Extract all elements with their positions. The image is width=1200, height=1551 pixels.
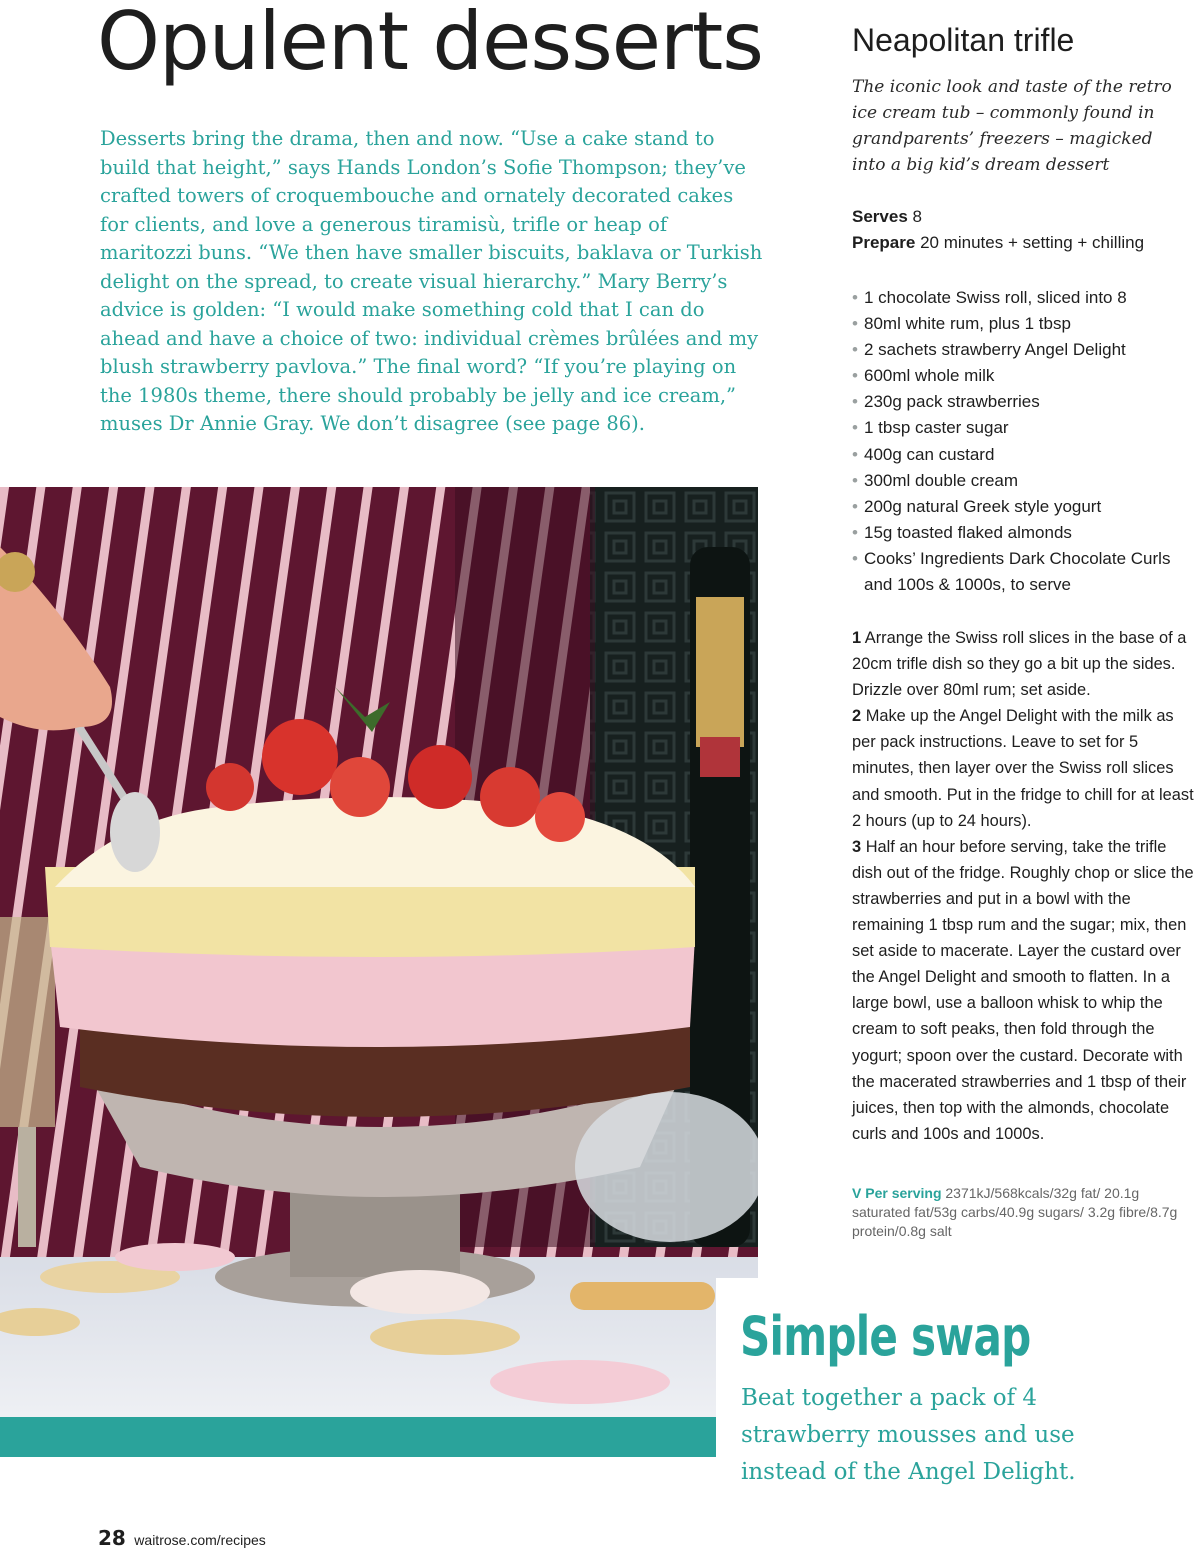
prepare-line bbox=[852, 233, 1144, 253]
serves-label: Serves bbox=[852, 207, 908, 226]
ingredient-item: • 230g pack strawberries bbox=[852, 389, 1192, 415]
intro-paragraph: Desserts bring the drama, then and now. “Use a cake stand to build that height,” says Hands London’s Sofie Thompson; they’ve crafted towers of croquembouche and ornately decorated cakes for clients, and love a generous tiramisù, trifle or heap of maritozzi buns. “We then have smaller biscuits, baklava or Turkish delight on the spread, to create visual hierarchy.” Mary Berry’s advice is golden: “I would make something cold that I can do ahead and have a choice of two: individual crèmes brûlées and my blush strawberry pavlova.” The final word? “If you’re playing on the 1980s theme, there should probably be jelly and ice cream,” muses Dr Annie Gray. We don’t disagree (see page 86). bbox=[100, 127, 763, 435]
step-number: 3 bbox=[852, 837, 862, 856]
simple-swap-title: Simple swap bbox=[740, 1305, 1031, 1368]
serves-value: 8 bbox=[912, 207, 922, 226]
footer-site-link[interactable]: waitrose.com/recipes bbox=[134, 1532, 266, 1548]
recipe-title: Neapolitan trifle bbox=[852, 22, 1075, 58]
ingredient-item: • 1 chocolate Swiss roll, sliced into 8 bbox=[852, 285, 1192, 311]
step-text: Half an hour before serving, take the trifle dish out of the fridge. Roughly chop or slice the strawberries and put in a bowl with the remaining 1 tbsp rum and the sugar; mix, then set aside to macerate. Layer the custard over the Angel Delight and smooth to flatten. In a large bowl, use a balloon whisk to whip the cream to soft peaks, then fold through the yogurt; spoon over the custard. Decorate with the macerated strawberries and 1 tbsp of their juices, then top with the almonds, chocolate curls and 100s and 1000s. bbox=[852, 837, 1194, 1143]
ingredients-list bbox=[852, 285, 1192, 598]
prepare-value: 20 minutes + setting + chilling bbox=[920, 233, 1145, 252]
step-text: Make up the Angel Delight with the milk as per pack instructions. Leave to set for 5 minutes, then layer over the Swiss roll slices and smooth. Put in the fridge to chill for at least 2 hours (up to 24 hours). bbox=[852, 707, 1194, 830]
ingredient-item: • 600ml whole milk bbox=[852, 363, 1192, 389]
vegetarian-badge: V bbox=[852, 1185, 862, 1201]
page-number: 28 bbox=[98, 1526, 126, 1550]
page-footer bbox=[98, 1526, 266, 1550]
method-text bbox=[852, 625, 1200, 1147]
nutrition-info bbox=[852, 1184, 1192, 1241]
per-serving-label: Per serving bbox=[865, 1185, 942, 1201]
step-text: Arrange the Swiss roll slices in the base of a 20cm trifle dish so they go a bit up the sides. Drizzle over 80ml rum; set aside. bbox=[852, 629, 1187, 700]
ingredient-item: • 200g natural Greek style yogurt bbox=[852, 494, 1192, 520]
step-number: 2 bbox=[852, 707, 862, 726]
trifle-photo bbox=[0, 487, 758, 1417]
step-number: 1 bbox=[852, 629, 862, 647]
teal-accent-bar bbox=[0, 1417, 716, 1457]
page-headline: Opulent desserts bbox=[97, 0, 763, 88]
nutrition-values: 2371kJ/568kcals/32g fat/ 20.1g saturated fat/53g carbs/40.9g sugars/ 3.2g fibre/8.7g protein/0.8g salt bbox=[852, 1185, 1178, 1239]
prepare-label: Prepare bbox=[852, 233, 916, 252]
ingredient-item: • 300ml double cream bbox=[852, 468, 1192, 494]
ingredient-item: • 2 sachets strawberry Angel Delight bbox=[852, 337, 1192, 363]
recipe-intro: The iconic look and taste of the retro ice cream tub – commonly found in grandparents’ freezers – magicked into a big kid’s dream dessert bbox=[852, 77, 1172, 175]
ingredient-item: • 15g toasted flaked almonds bbox=[852, 520, 1192, 546]
serves-line bbox=[852, 207, 922, 227]
simple-swap-text: Beat together a pack of 4 strawberry mousses and use instead of the Angel Delight. bbox=[741, 1385, 1076, 1485]
ingredient-item: • 400g can custard bbox=[852, 442, 1192, 468]
ingredient-item: • Cooks’ Ingredients Dark Chocolate Curls and 100s & 1000s, to serve bbox=[852, 546, 1192, 598]
ingredient-item: • 80ml white rum, plus 1 tbsp bbox=[852, 311, 1192, 337]
ingredient-item: • 1 tbsp caster sugar bbox=[852, 415, 1192, 441]
